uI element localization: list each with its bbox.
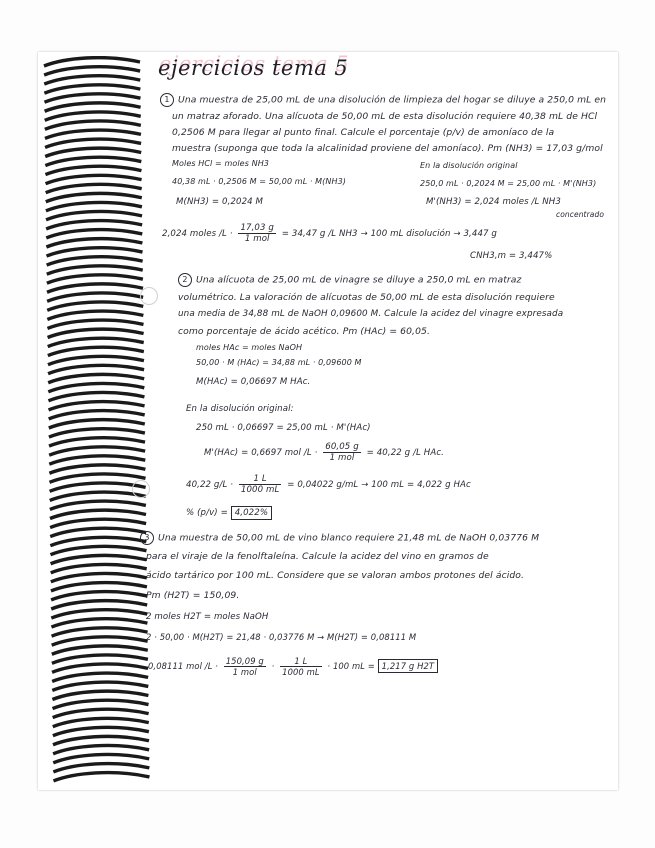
exercise-1-statement-line: un matraz aforado. Una alícuota de 50,00 mL de esta disolución requiere 40,38 mL de HCl [172, 111, 598, 122]
spiral-coil [47, 284, 143, 292]
exercise-3-statement-line: ácido tartárico por 100 mL. Considere que se valoran ambos protones del ácido. [146, 570, 525, 581]
spiral-coil [52, 646, 148, 654]
fraction: $\frac{1 L}{1000 mL}$ [282, 656, 320, 677]
spiral-coil [48, 356, 144, 364]
spiral-coil [45, 121, 141, 129]
exercise-2-work-line: En la disolución original: [186, 404, 294, 414]
spiral-coil [46, 211, 142, 219]
spiral-coil [45, 139, 141, 147]
exercise-1-work-note: concentrado [556, 210, 605, 219]
spiral-coil [51, 573, 147, 581]
spiral-coil [47, 257, 143, 265]
spiral-coil [49, 402, 145, 410]
spiral-coil [51, 583, 147, 591]
spiral-coil [47, 275, 143, 283]
exercise-2-statement-line: volumétrico. La valoración de alícuotas de 50,00 mL de esta disolución requiere [178, 292, 555, 303]
spiral-coil [44, 67, 140, 75]
fraction: $\frac{60,05 g}{\text{1 mol}}$ [325, 442, 359, 463]
spiral-coil [52, 682, 148, 690]
spiral-coil [50, 528, 146, 536]
exercise-1-work-line: Moles HCl = moles NH3 [172, 159, 269, 168]
fraction: $\frac{150,09 g}{\text{1 mol}}$ [225, 656, 264, 677]
exercise-3-calc-line: 0,08111 mol /L · $\frac{150,09 g}{\text{1 mol}}$ · $\frac{1 L}{1000 mL}$ · 100 mL = 1,217 g H2T [148, 656, 438, 677]
spiral-coil [53, 754, 149, 762]
spiral-coil [47, 311, 143, 319]
exercise-3-statement-line: Pm (H2T) = 150,09. [146, 590, 240, 601]
spiral-coil [44, 85, 140, 93]
boxed-answer: 4,022% [231, 506, 272, 520]
exercise-2-work-line: 50,00 · M (HAc) = 34,88 mL · 0,09600 M [196, 358, 362, 367]
spiral-coil [52, 637, 148, 645]
spiral-coil [45, 157, 141, 165]
spiral-coil [51, 592, 147, 600]
spiral-coil [48, 329, 144, 337]
spiral-coil [52, 664, 148, 672]
spiral-coil [46, 239, 142, 247]
spiral-coil [48, 383, 144, 391]
spiral-coil [50, 474, 146, 482]
spiral-coil [53, 727, 149, 735]
spiral-coil [47, 266, 143, 274]
exercise-2-statement-line: una media de 34,88 mL de NaOH 0,09600 M. Calcule la acidez del vinagre expresada [178, 309, 564, 319]
spiral-coil [49, 420, 145, 428]
spiral-coil [50, 537, 146, 545]
exercise-3-statement-line: 3 Una muestra de 50,00 mL de vino blanco requiere 21,48 mL de NaOH 0,03776 M [140, 531, 539, 545]
exercise-3-work-line: 2 · 50,00 · M(H2T) = 21,48 · 0,03776 M → M(H2T) = 0,08111 M [146, 632, 417, 642]
spiral-coil [49, 465, 145, 473]
exercise-2-work-line: M(HAc) = 0,06697 M HAc. [196, 377, 311, 387]
spiral-coil [50, 501, 146, 509]
spiral-coil [49, 438, 145, 446]
spiral-coil [48, 374, 144, 382]
exercise-2-calc-line: 40,22 g/L · $\frac{1 L}{1000 mL}$ = 0,04022 g/mL → 100 mL = 4,022 g HAc [186, 474, 471, 495]
spiral-coil [49, 429, 145, 437]
spiral-coil [48, 347, 144, 355]
page-title: ejercicios tema 5 [158, 56, 349, 80]
spiral-coil [50, 492, 146, 500]
spiral-coil [45, 166, 141, 174]
spiral-coil [45, 130, 141, 138]
spiral-coil [52, 655, 148, 663]
spiral-coil [53, 773, 149, 781]
spiral-coil [53, 709, 149, 717]
fraction: $\frac{17,03 g}{\text{1 mol}}$ [240, 223, 274, 244]
spiral-coil [53, 718, 149, 726]
spiral-coil [46, 184, 142, 192]
spiral-coil [51, 619, 147, 627]
punch-hole [140, 287, 158, 305]
spiral-coil [48, 392, 144, 400]
spiral-coil [47, 320, 143, 328]
exercise-1-work-line: 250,0 mL · 0,2024 M = 25,00 mL · M'(NH3) [420, 179, 597, 188]
exercise-2-result: % (p/v) = 4,022% [186, 508, 272, 518]
exercise-1-statement-line: 1 Una muestra de 25,00 mL de una disolución de limpieza del hogar se diluye a 250,0 mL en [160, 93, 606, 107]
exercise-1-calc-line: 2,024 moles /L · $\frac{17,03 g}{\text{1 mol}}$ = 34,47 g /L NH3 → 100 mL disolución → 3,447 g [162, 223, 497, 244]
spiral-coil [50, 546, 146, 554]
spiral-coil [51, 610, 147, 618]
exercise-3-work-line: 2 moles H2T = moles NaOH [146, 612, 269, 622]
spiral-coil [48, 338, 144, 346]
spiral-coil [46, 175, 142, 183]
exercise-number-badge: 2 [178, 273, 192, 287]
spiral-coil [53, 764, 149, 772]
exercise-1-work-line: En la disolución original [420, 161, 518, 170]
spiral-coil [47, 248, 143, 256]
spiral-coil [45, 103, 141, 111]
exercise-2-statement-line: 2 Una alícuota de 25,00 mL de vinagre se diluye a 250,0 mL en matraz [178, 273, 521, 287]
boxed-answer: 1,217 g H2T [378, 659, 438, 673]
spiral-coil [53, 700, 149, 708]
spiral-coil [52, 691, 148, 699]
exercise-3-statement-line: para el viraje de la fenolftaleína. Calcule la acidez del vino en gramos de [146, 551, 489, 562]
exercise-number-badge: 1 [160, 93, 174, 107]
spiral-coil [49, 411, 145, 419]
punch-hole [132, 480, 150, 498]
exercise-1-statement-line: 0,2506 M para llegar al punto final. Calcule el porcentaje (p/v) de amoníaco de la [172, 127, 555, 138]
spiral-coil [50, 510, 146, 518]
spiral-coil [44, 94, 140, 102]
spiral-coil [52, 673, 148, 681]
exercise-1-result: CNH3,m = 3,447% [470, 251, 553, 261]
spiral-coil [47, 293, 143, 301]
exercise-1-work-line: 40,38 mL · 0,2506 M = 50,00 mL · M(NH3) [172, 177, 347, 186]
spiral-coil [46, 221, 142, 229]
spiral-coil [51, 555, 147, 563]
exercise-1-work-line: M(NH3) = 0,2024 M [176, 197, 264, 207]
spiral-coil [49, 456, 145, 464]
spiral-coil [52, 628, 148, 636]
exercise-number-badge: 3 [140, 531, 154, 545]
exercise-2-calc-line: M'(HAc) = 0,6697 mol /L · $\frac{60,05 g}{\text{1 mol}}$ = 40,22 g /L HAc. [204, 442, 444, 463]
spiral-coil [49, 447, 145, 455]
spiral-coil [53, 745, 149, 753]
spiral-coil [45, 112, 141, 120]
exercise-2-work-line: 250 mL · 0,06697 = 25,00 mL · M'(HAc) [196, 423, 371, 433]
spiral-coil [44, 76, 140, 84]
spiral-binding [40, 56, 150, 786]
spiral-coil [45, 148, 141, 156]
spiral-coil [51, 564, 147, 572]
spiral-coil [44, 58, 140, 66]
spiral-coil [53, 736, 149, 744]
spiral-coil [51, 601, 147, 609]
spiral-coil [50, 519, 146, 527]
spiral-coil [46, 193, 142, 201]
fraction: $\frac{1 L}{1000 mL}$ [240, 474, 280, 495]
spiral-coil [46, 230, 142, 238]
exercise-2-statement-line: como porcentaje de ácido acético. Pm (HAc) = 60,05. [178, 326, 430, 337]
spiral-coil [47, 302, 143, 310]
exercise-2-work-line: moles HAc = moles NaOH [196, 343, 303, 352]
exercise-1-statement-line: muestra (suponga que toda la alcalinidad proviene del amoníaco). Pm (NH3) = 17,03 g/mol [172, 143, 603, 154]
spiral-coil [46, 202, 142, 210]
spiral-coil [48, 365, 144, 373]
exercise-1-work-line: M'(NH3) = 2,024 moles /L NH3 [426, 197, 561, 207]
